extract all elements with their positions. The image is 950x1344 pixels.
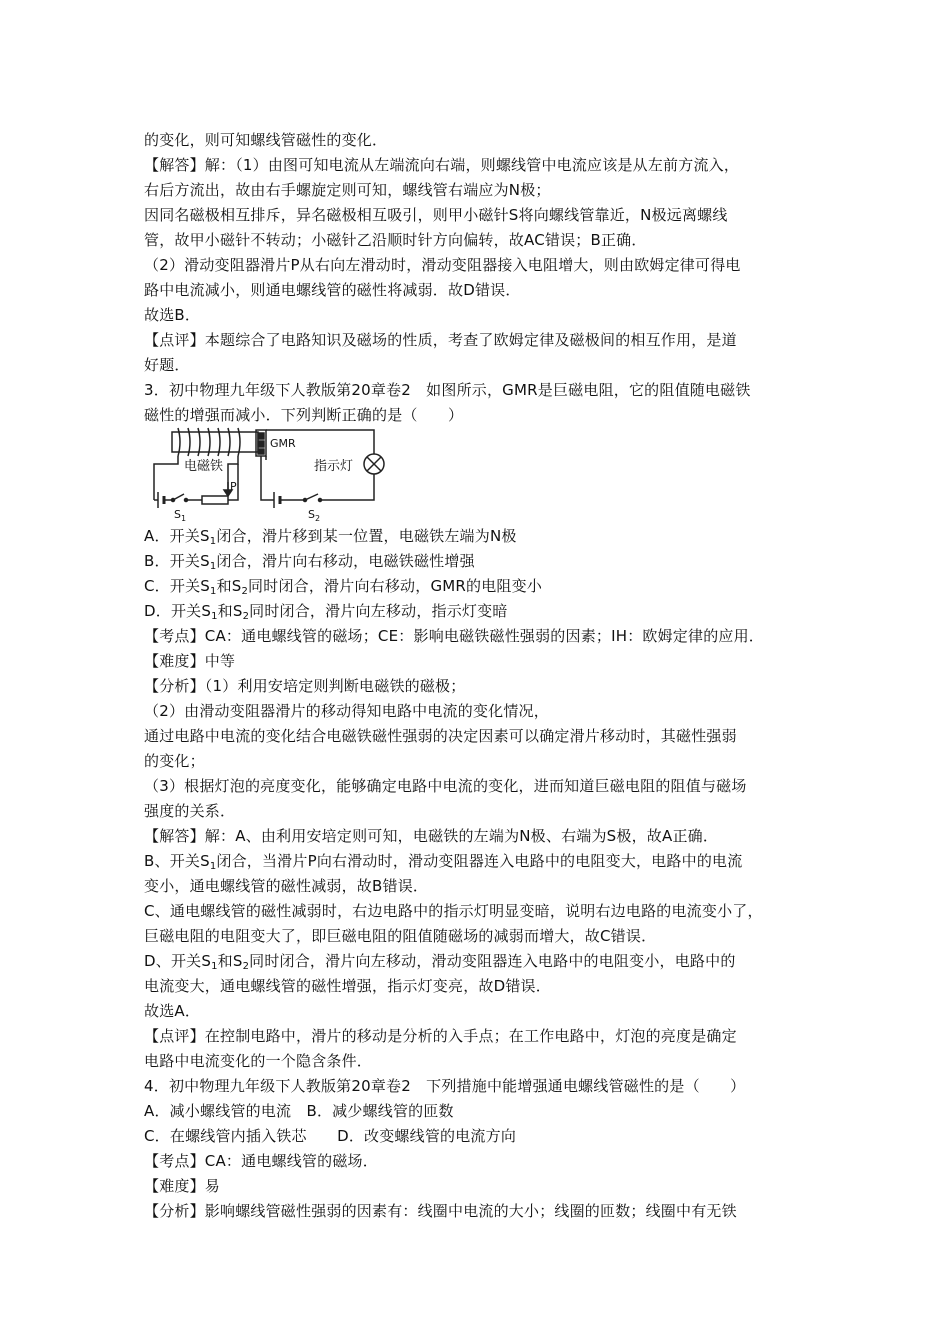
text-line: （2）滑动变阻器滑片P从右向左滑动时，滑动变阻器接入电阻增大，则由欧姆定律可得电 [144, 256, 741, 274]
text-line: A．减小螺线管的电流 B．减少螺线管的匝数 [144, 1102, 454, 1120]
option-c: C．开关$S_1$和$S_2$同时闭合，滑片向右移动，GMR的电阻变小 [144, 577, 543, 597]
text-line: 通过电路中电流的变化结合电磁铁磁性强弱的决定因素可以确定滑片移动时，其磁性强弱 [144, 727, 737, 745]
electromagnet-label: 电磁铁 [184, 459, 224, 474]
text-line: 电流变大，通电螺线管的磁性增强，指示灯变亮，故D错误． [144, 977, 551, 995]
text-line: 管，故甲小磁针不转动；小磁针乙沿顺时针方向偏转，故AC错误；B正确． [144, 231, 647, 249]
text-line: 路中电流减小，则通电螺线管的磁性将减弱．故D错误． [144, 281, 521, 299]
text-line: 故选A． [144, 1002, 201, 1020]
text-line: D、开关$S_1$和$S_2$同时闭合，滑片向左移动，滑动变阻器连入电路中的电阻变小，电路中的 [144, 952, 736, 972]
s2-label: S [308, 508, 315, 521]
option-d: D．开关$S_1$和$S_2$同时闭合，滑片向左移动，指示灯变暗 [144, 602, 508, 622]
text-line: （2）由滑动变阻器滑片的移动得知电路中电流的变化情况， [144, 702, 549, 720]
s1-label: S [174, 508, 181, 521]
text-line: 因同名磁极相互排斥，异名磁极相互吸引，则甲小磁针S将向螺线管靠近，N极远离螺线 [144, 206, 728, 224]
text-line: C、通电螺线管的磁性减弱时，右边电路中的指示灯明显变暗，说明右边电路的电流变小了， [144, 902, 763, 920]
s1-sub: 1 [181, 514, 187, 523]
text-line: 【考点】CA：通电螺线管的磁场． [144, 1152, 378, 1170]
lamp-label: 指示灯 [314, 459, 354, 474]
text-line: 【解答】解：（1）由图可知电流从左端流向右端，则螺线管中电流应该是从左前方流入， [144, 156, 740, 174]
text-line: 【考点】CA：通电螺线管的磁场；CE：影响电磁铁磁性强弱的因素；IH：欧姆定律的应用． [144, 627, 764, 645]
slider-label: P [230, 480, 237, 493]
text-line: 【难度】易 [144, 1177, 221, 1195]
text-line: 【解答】解：A、由利用安培定则可知，电磁铁的左端为N极、右端为S极，故A正确． [144, 827, 719, 845]
text-line: （3）根据灯泡的亮度变化，能够确定电路中电流的变化，进而知道巨磁电阻的阻值与磁场 [144, 777, 747, 795]
text-line: B、开关$S_1$闭合，当滑片P向右滑动时，滑动变阻器连入电路中的电阻变大，电路中的电流 [144, 852, 743, 872]
text-line: 电路中电流变化的一个隐含条件． [144, 1052, 373, 1070]
text-line: 好题． [144, 356, 190, 374]
text-line: 【难度】中等 [144, 652, 236, 670]
text-line: 强度的关系． [144, 802, 236, 820]
text-line: 【分析】影响螺线管磁性强弱的因素有：线圈中电流的大小；线圈的匝数；线圈中有无铁 [144, 1202, 737, 1220]
question-4-stem: 4．初中物理九年级下人教版第20章卷2 下列措施中能增强通电螺线管磁性的是（ ） [144, 1077, 746, 1095]
text-line: 巨磁电阻的电阻变大了，即巨磁电阻的阻值随磁场的减弱而增大，故C错误． [144, 927, 657, 945]
text-line: 【点评】本题综合了电路知识及磁场的性质，考查了欧姆定律及磁极间的相互作用，是道 [144, 331, 737, 349]
option-a: A．开关$S_1$闭合，滑片移到某一位置，电磁铁左端为N极 [144, 527, 517, 547]
text-line: 故选B． [144, 306, 201, 324]
text-line: 【分析】（1）利用安培定则判断电磁铁的磁极； [144, 677, 466, 695]
option-b: B．开关$S_1$闭合，滑片向右移动，电磁铁磁性增强 [144, 552, 475, 572]
text-line: 的变化； [144, 752, 205, 770]
question-3-stem: 磁性的增强而减小．下列判断正确的是（ ） [144, 406, 464, 424]
text-line: 的变化，则可知螺线管磁性的变化． [144, 131, 388, 149]
electromagnet-core [172, 432, 258, 452]
s2-sub: 2 [315, 514, 321, 523]
circuit-diagram [144, 424, 394, 524]
text-line: C．在螺线管内插入铁芯 D．改变螺线管的电流方向 [144, 1127, 517, 1145]
gmr-label: GMR [270, 437, 296, 450]
text-line: 变小，通电螺线管的磁性减弱，故B错误． [144, 877, 429, 895]
text-line: 右后方流出，故由右手螺旋定则可知，螺线管右端应为N极； [144, 181, 551, 199]
text-line: 【点评】在控制电路中，滑片的移动是分析的入手点；在工作电路中，灯泡的亮度是确定 [144, 1027, 737, 1045]
question-3-stem: 3．初中物理九年级下人教版第20章卷2 如图所示，GMR是巨磁电阻，它的阻值随电磁铁 [144, 381, 751, 399]
